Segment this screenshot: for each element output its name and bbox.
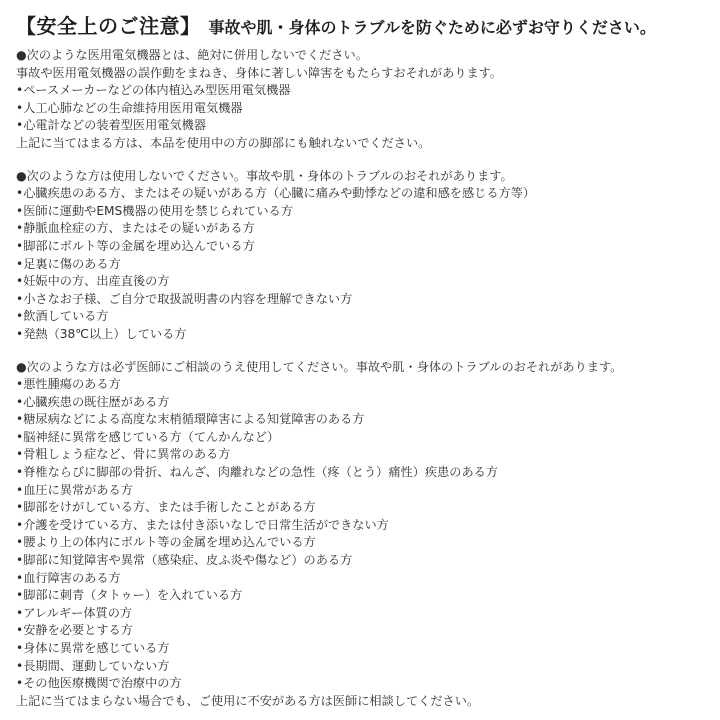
section-line: 上記に当てはまる方は、本品を使用中の方の脚部にも触れないでください。: [16, 135, 431, 150]
notice-sections: [16, 47, 706, 710]
section-line: •飲酒している方: [16, 309, 109, 324]
section-line: •足裏に傷のある方: [16, 256, 121, 271]
section-line: •血行障害のある方: [16, 570, 121, 585]
section-line: •心電計などの装着型医用電気機器: [16, 118, 207, 133]
section-line: •人工心肺などの生命維持用医用電気機器: [16, 100, 243, 115]
notice-section-3: [16, 359, 706, 711]
section-line: 上記に当てはまらない場合でも、ご使用に不安がある方は医師に相談してください。: [16, 693, 480, 708]
section-line: •心臓疾患のある方、またはその疑いがある方（心臓に痛みや動悸などの違和感を感じる方等）: [16, 186, 536, 201]
section-line: •脚部にボルト等の金属を埋め込んでいる方: [16, 238, 255, 253]
section-line: •発熱（38℃以上）している方: [16, 326, 187, 341]
section-line: •介護を受けている方、または付き添いなしで日常生活ができない方: [16, 517, 389, 532]
section-line: •脚部に知覚障害や異常（感染症、皮ふ炎や傷など）のある方: [16, 553, 353, 568]
notice-section-2: [16, 168, 706, 344]
section-line: •骨粗しょう症など、骨に異常のある方: [16, 447, 231, 462]
section-line: •脊椎ならびに脚部の骨折、ねんざ、肉離れなどの急性（疼（とう）痛性）疾患のある方: [16, 465, 499, 480]
section-line: •ペースメーカーなどの体内植込み型医用電気機器: [16, 83, 291, 98]
notice-section-1: [16, 47, 706, 153]
notice-title: 【安全上のご注意】: [16, 14, 201, 38]
notice-subtitle: 事故や肌・身体のトラブルを防ぐために必ずお守りください。: [208, 18, 656, 37]
section-line: •腰より上の体内にボルト等の金属を埋め込んでいる方: [16, 535, 316, 550]
section-line: •身体に異常を感じている方: [16, 641, 170, 655]
section-line: •医師に運動やEMS機器の使用を禁じられている方: [16, 203, 293, 218]
section-line: •長期間、運動していない方: [16, 658, 170, 673]
section-line: •血圧に異常がある方: [16, 482, 133, 497]
section-line: 事故や医用電気機器の誤作動をまねき、身体に著しい障害をもたらすおそれがあります。: [16, 65, 503, 80]
section-line: •安静を必要とする方: [16, 623, 133, 638]
section-lead: ●次のような方は必ず医師にご相談のうえ使用してください。事故や肌・身体のトラブルのおそれがあります。: [16, 359, 623, 374]
section-lead: ●次のような方は使用しないでください。事故や肌・身体のトラブルのおそれがあります。: [16, 168, 513, 183]
section-line: •アレルギー体質の方: [16, 605, 133, 620]
section-line: •脚部をけがしている方、または手術したことがある方: [16, 500, 316, 515]
section-line: •脳神経に異常を感じている方（てんかんなど）: [16, 429, 280, 444]
section-line: •その他医療機関で治療中の方: [16, 676, 182, 691]
section-line: •小さなお子様、ご自分で取扱説明書の内容を理解できない方: [16, 291, 353, 306]
section-line: •脚部に刺青（タトゥー）を入れている方: [16, 588, 243, 603]
section-lead: ●次のような医用電気機器とは、絶対に併用しないでください。: [16, 48, 368, 62]
notice-header: [16, 10, 706, 39]
section-line: •心臓疾患の既往歴がある方: [16, 394, 170, 409]
section-line: •静脈血栓症の方、またはその疑いがある方: [16, 221, 255, 236]
section-line: •糖尿病などによる高度な末梢循環障害による知覚障害のある方: [16, 412, 365, 427]
section-line: •妊娠中の方、出産直後の方: [16, 274, 170, 289]
section-line: •悪性腫瘍のある方: [16, 377, 121, 392]
